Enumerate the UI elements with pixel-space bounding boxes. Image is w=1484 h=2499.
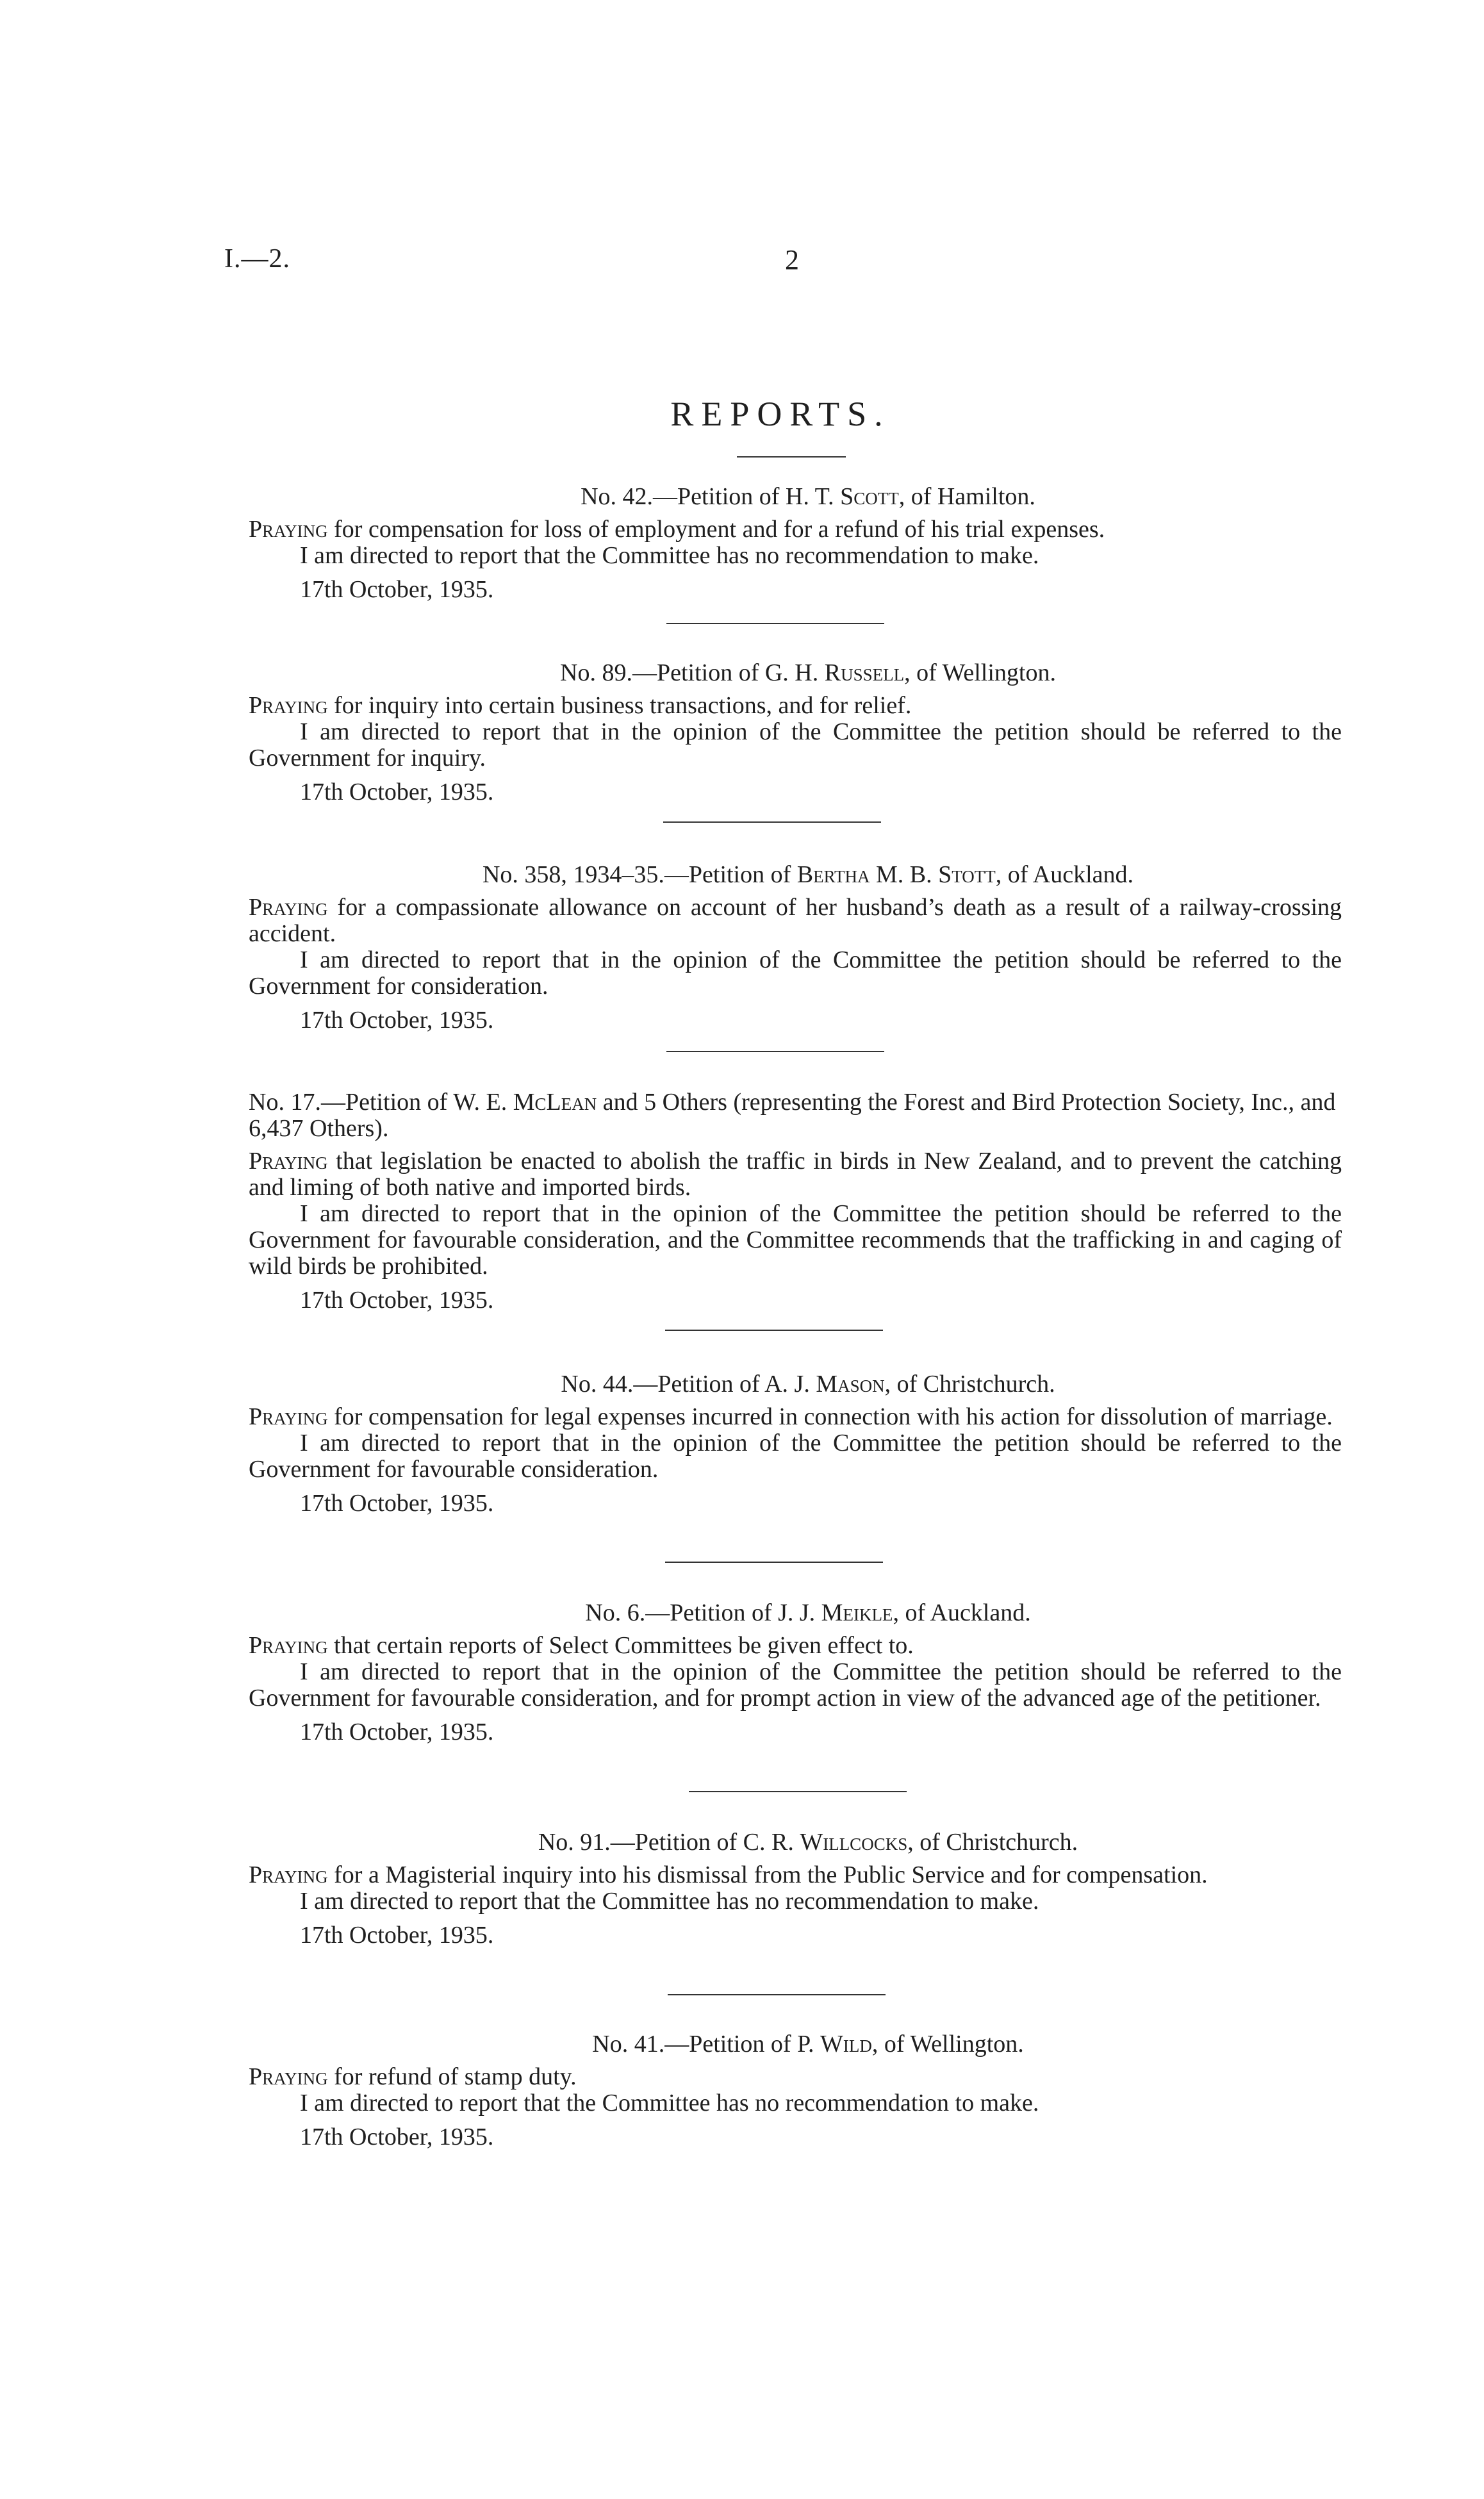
report-date: 17th October, 1935. xyxy=(300,1719,494,1745)
praying-paragraph xyxy=(249,1404,1342,1430)
heading-text: , of Wellington. xyxy=(871,2031,1024,2058)
heading-text: No. 41.—Petition of P. xyxy=(592,2031,820,2058)
heading-text: , of Christchurch. xyxy=(907,1829,1078,1856)
separator-rule xyxy=(665,1562,883,1563)
report-date: 17th October, 1935. xyxy=(300,576,494,603)
separator-rule xyxy=(668,1994,886,1995)
petitioner-name: Wild xyxy=(820,2031,872,2058)
heading-text: No. 42.—Petition of H. T. xyxy=(581,483,841,510)
report-date: 17th October, 1935. xyxy=(300,1007,494,1034)
petition-heading xyxy=(249,484,1342,510)
report-paragraph: I am directed to report that in the opinion of the Committee the petition should be referred to the Government for inquiry. xyxy=(249,718,1342,771)
report-paragraph: I am directed to report that in the opinion of the Committee the petition should be referred to the Government for favourable consideration, and for prompt action in view of the advanced age of the petitioner. xyxy=(249,1658,1342,1711)
report-paragraph: I am directed to report that in the opinion of the Committee the petition should be referred to the Government for favourable consideration. xyxy=(249,1430,1342,1483)
report-paragraph: I am directed to report that the Committee has no recommendation to make. xyxy=(300,542,1039,569)
heading-text: No. 91.—Petition of C. R. xyxy=(538,1829,800,1856)
separator-rule xyxy=(666,1051,884,1052)
heading-text: No. 89.—Petition of G. H. xyxy=(560,659,825,686)
heading-text: , of Hamilton. xyxy=(898,483,1035,510)
report-item xyxy=(249,1829,1342,1949)
heading-text: No. 6.—Petition of J. J. xyxy=(585,1599,821,1626)
reports-title: REPORTS. xyxy=(670,395,891,433)
page-number: 2 xyxy=(785,244,799,276)
praying-text: for a Magisterial inquiry into his dismissal from the Public Service and for compensation. xyxy=(327,1861,1208,1888)
report-paragraph: I am directed to report that in the opinion of the Committee the petition should be referred to the Government for favourable consideration, and the Committee recommends that the trafficking in and caging of wild birds be prohibited. xyxy=(249,1200,1342,1280)
praying-text: for inquiry into certain business transactions, and for relief. xyxy=(327,692,912,719)
praying-paragraph xyxy=(249,1148,1342,1201)
petitioner-name: Bertha M. B. Stott xyxy=(796,861,996,888)
praying-text: for compensation for loss of employment and for a refund of his trial expenses. xyxy=(327,516,1105,543)
praying-paragraph xyxy=(249,516,1342,543)
report-item xyxy=(249,660,1342,805)
praying-text: that legislation be enacted to abolish the traffic in birds in New Zealand, and to prevent the catching and liming of both native and imported birds. xyxy=(249,1148,1342,1201)
heading-text: , of Auckland. xyxy=(893,1599,1031,1626)
petition-heading xyxy=(249,660,1342,686)
praying-lead: Praying xyxy=(249,2063,328,2090)
petitioner-name: McLean xyxy=(513,1089,597,1116)
report-item xyxy=(249,484,1342,603)
report-date: 17th October, 1935. xyxy=(300,1922,494,1949)
report-item xyxy=(249,1600,1342,1745)
praying-lead: Praying xyxy=(249,1403,328,1430)
page-reference: I.—2. xyxy=(224,244,290,274)
heading-text: No. 17.—Petition of W. E. xyxy=(249,1089,513,1116)
praying-paragraph xyxy=(249,1633,1342,1659)
report-date: 17th October, 1935. xyxy=(300,1490,494,1517)
praying-lead: Praying xyxy=(249,692,328,719)
report-paragraph: I am directed to report that the Committee has no recommendation to make. xyxy=(300,2090,1039,2116)
heading-text: , of Wellington. xyxy=(904,659,1056,686)
petition-heading xyxy=(249,1371,1342,1398)
petitioner-name: Willcocks xyxy=(800,1829,908,1856)
separator-rule xyxy=(666,623,884,624)
report-date: 17th October, 1935. xyxy=(300,1287,494,1314)
report-item xyxy=(249,1371,1342,1517)
praying-paragraph xyxy=(249,693,1342,719)
praying-text: for refund of stamp duty. xyxy=(327,2063,577,2090)
report-item xyxy=(249,2031,1342,2150)
report-item xyxy=(249,1089,1342,1314)
petitioner-name: Russell xyxy=(824,659,905,686)
report-date: 17th October, 1935. xyxy=(300,2124,494,2150)
praying-text: for a compassionate allowance on account of her husband’s death as a result of a railway-crossing accident. xyxy=(249,894,1342,947)
separator-rule xyxy=(689,1791,907,1792)
petition-heading xyxy=(249,1600,1342,1626)
heading-text: , of Auckland. xyxy=(995,861,1134,888)
report-paragraph: I am directed to report that in the opinion of the Committee the petition should be referred to the Government for consideration. xyxy=(249,946,1342,1000)
title-rule xyxy=(737,456,846,458)
praying-lead: Praying xyxy=(249,1861,328,1888)
report-item xyxy=(249,862,1342,1034)
separator-rule xyxy=(663,821,881,823)
praying-text: for compensation for legal expenses incurred in connection with his action for dissolution of marriage. xyxy=(327,1403,1333,1430)
heading-text: No. 358, 1934–35.—Petition of xyxy=(482,861,797,888)
petitioner-name: Scott xyxy=(840,483,899,510)
heading-text: No. 44.—Petition of A. J. xyxy=(561,1371,816,1398)
separator-rule xyxy=(665,1330,883,1331)
report-paragraph: I am directed to report that the Committee has no recommendation to make. xyxy=(300,1888,1039,1915)
report-date: 17th October, 1935. xyxy=(300,779,494,805)
petitioner-name: Meikle xyxy=(821,1599,893,1626)
praying-lead: Praying xyxy=(249,894,328,921)
praying-paragraph xyxy=(249,2064,1342,2090)
praying-lead: Praying xyxy=(249,1148,328,1175)
praying-lead: Praying xyxy=(249,516,328,543)
petition-heading xyxy=(249,862,1342,888)
praying-paragraph xyxy=(249,895,1342,947)
heading-text: and 5 Others (representing the Forest and Bird Protection Society, Inc., and 6,437 Others). xyxy=(249,1089,1336,1142)
praying-text: that certain reports of Select Committees be given effect to. xyxy=(327,1632,914,1659)
heading-text: , of Christchurch. xyxy=(884,1371,1055,1398)
petition-heading xyxy=(249,2031,1342,2058)
praying-paragraph xyxy=(249,1862,1342,1888)
petitioner-name: Mason xyxy=(816,1371,885,1398)
praying-lead: Praying xyxy=(249,1632,328,1659)
petition-heading xyxy=(249,1089,1342,1142)
petition-heading xyxy=(249,1829,1342,1856)
